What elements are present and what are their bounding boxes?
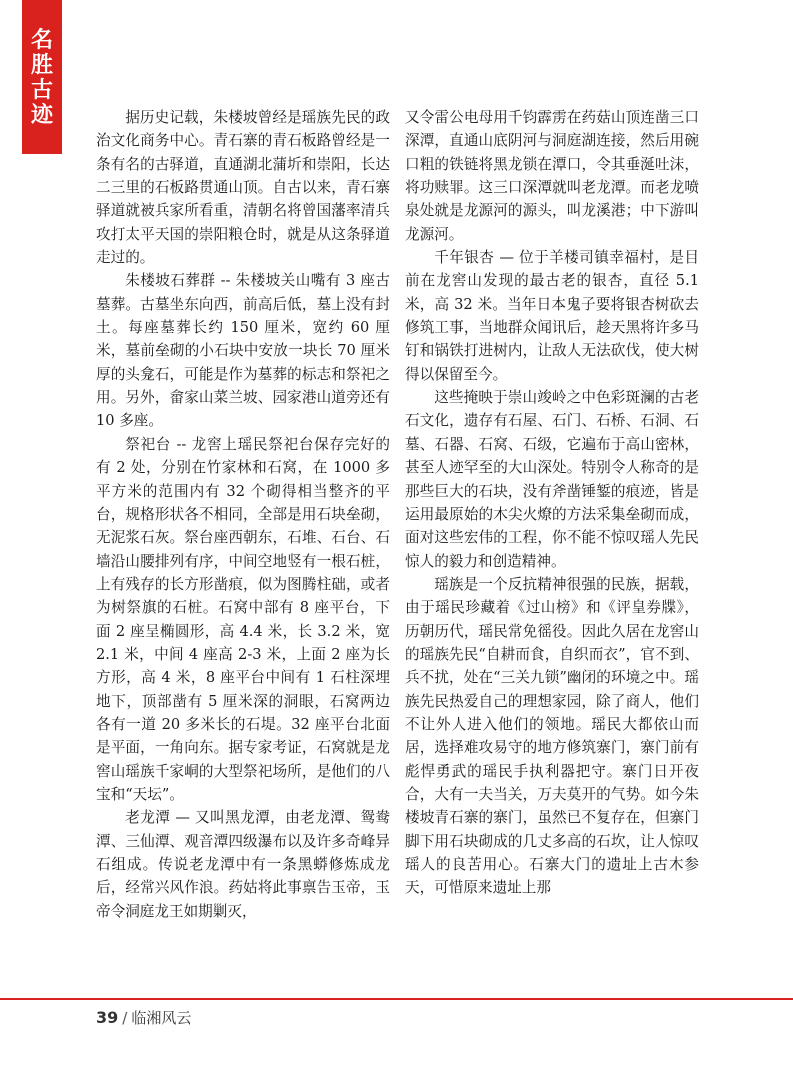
paragraph: 朱楼坡石葬群 -- 朱楼坡关山嘴有 3 座古墓葬。古墓坐东向西，前高后低，墓上没有封土。每座墓葬长约 150 厘米，宽约 60 厘米，墓前垒砌的小石块中安放一块长 70 厘米厚的头龛石，可能是作为墓葬的标志和祭祀之用。另外，畲家山菜兰坡、园家港山道旁还有 10 多座。 <box>96 272 390 430</box>
publication-name: 临湘风云 <box>131 1009 192 1027</box>
paragraph: 祭祀台 -- 龙窖上瑶民祭祀台保存完好的有 2 处，分别在竹家林和石窝，在 1000 多平方米的范围内有 32 个砌得相当整齐的平台，规格形状各不相同，全部是用石块垒砌，无泥浆石灰。祭台座西朝东，石堆、石台、石墙沿山腰排列有序，中间空地竖有一根石桩，上有残存的长方形凿痕，似为图腾柱础，或者为树祭旗的石桩。石窝中部有 8 座平台，下面 2 座呈椭圆形，高 4.4 米，长 3.2 米，宽 2.1 米，中间 4 座高 2-3 米，上面 2 座为长方形，高 4 米，8 座平台中间有 1 石柱深埋地下，顶部凿有 5 厘米深的洞眼，石窝两边各有一道 20 多米长的石堤。32 座平台北面是平面，一角向东。据专家考证，石窝就是龙窖山瑶族千家峒的大型祭祀场所，是他们的八宝和“天坛”。 <box>96 435 390 803</box>
paragraph: 据历史记载，朱楼坡曾经是瑶族先民的政治文化商务中心。青石寨的青石板路曾经是一条有名的古驿道，直通湖北蒲圻和崇阳，长达二三里的石板路贯通山顶。自古以来，青石寨驿道就被兵家所看重，清朝名将曾国藩率清兵攻打太平天国的崇阳粮仓时，就是从这条驿道走过的。 <box>96 109 390 267</box>
paragraph: 瑶族是一个反抗精神很强的民族，据载，由于瑶民珍藏着《过山榜》和《评皇券牒》，历朝历代，瑶民常免徭役。因此久居在龙窖山的瑶族先民“自耕而食，自织而衣”，官不到、兵不扰，处在“三关九锁”幽闭的环境之中。瑶族先民热爱自己的理想家园，除了商人，他们不让外人进入他们的领地。瑶民大都依山而居，选择难攻易守的地方修筑寨门，寨门前有彪悍勇武的瑶民手执利器把守。寨门日开夜合，大有一夫当关，万夫莫开的气势。如今朱楼坡青石寨的寨门，虽然已不复存在，但寨门脚下用石块砌成的几丈多高的石坎，让人惊叹瑶人的良苦用心。石寨大门的遗址上古木参天，可惜原来遗址上那 <box>405 575 699 897</box>
article-column-left <box>96 106 390 923</box>
paragraph: 老龙潭 — 又叫黑龙潭，由老龙潭、鸳鸯潭、三仙潭、观音潭四级瀑布以及许多奇峰异石组成。传说老龙潭中有一条黑蟒修炼成龙后，经常兴风作浪。药姑将此事禀告玉帝，玉帝令洞庭龙王如期剿灭， <box>96 809 390 920</box>
section-tab-char: 名 <box>30 27 53 53</box>
footer-separator: / <box>122 1009 128 1027</box>
section-tab-underline <box>22 150 62 154</box>
paragraph: 千年银杏 — 位于羊楼司镇幸福村，是目前在龙窖山发现的最古老的银杏，直径 5.1 米，高 32 米。当年日本鬼子要将银杏树砍去修筑工事，当地群众闻讯后，趁天黑将许多马钉和锅铁打进树内，让敌人无法砍伐，使大树得以保留至今。 <box>405 249 699 383</box>
paragraph: 又令雷公电母用千钧霹雳在药菇山顶连凿三口深潭，直通山底阴河与洞庭湖连接，然后用碗口粗的铁链将黑龙锁在潭口，令其垂涎吐沫，将功赎罪。这三口深潭就叫老龙潭。而老龙喷泉处就是龙源河的源头，叫龙溪港；中下游叫龙源河。 <box>405 109 699 243</box>
article-column-right <box>405 106 699 900</box>
section-tab-char: 迹 <box>30 102 53 128</box>
page-footer <box>96 1007 191 1028</box>
footer-rule <box>0 998 793 1000</box>
section-tab <box>22 0 62 150</box>
paragraph: 这些掩映于崇山竣岭之中色彩斑澜的古老石文化，遗存有石屋、石门、石桥、石洞、石墓、石器、石窝、石级，它遍布于高山密林，甚至人迹罕至的大山深处。特别令人称奇的是那些巨大的石块，没有斧凿锤錾的痕迹，皆是运用最原始的木尖火燎的方法采集垒砌而成，面对这些宏伟的工程，你不能不惊叹瑶人先民惊人的毅力和创造精神。 <box>405 389 699 570</box>
section-tab-char: 胜 <box>30 52 53 78</box>
page-number: 39 <box>96 1008 119 1027</box>
section-tab-char: 古 <box>30 77 53 103</box>
